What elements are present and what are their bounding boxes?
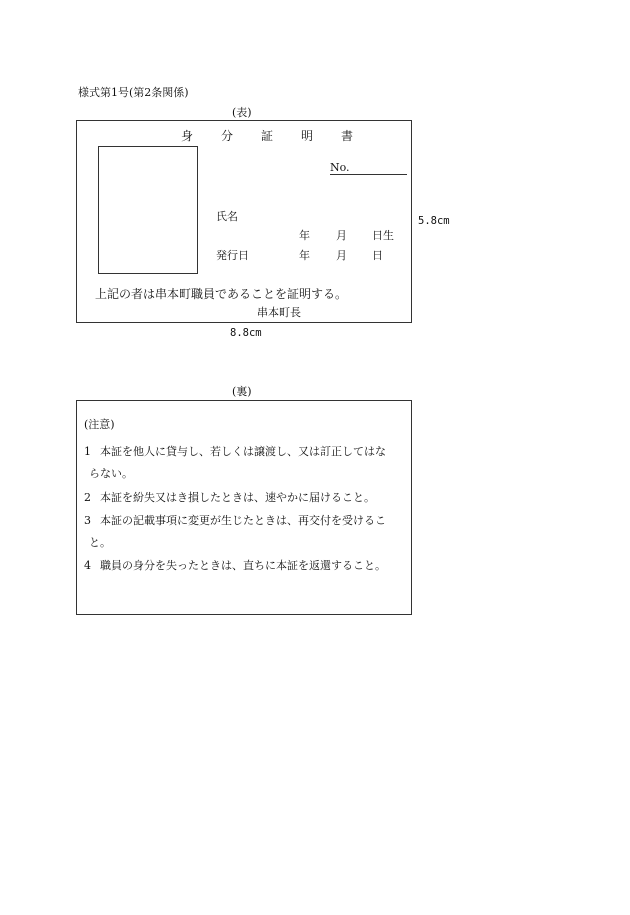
card-title-char: 明 (300, 129, 313, 143)
id-card-back (76, 400, 412, 615)
note-continuation: と。 (89, 536, 111, 549)
note-number: 3 (84, 514, 91, 527)
notes-title: (注意) (84, 418, 115, 431)
birth-month-label: 月 (336, 229, 347, 242)
form-number-label: 様式第1号(第2条関係) (78, 86, 189, 99)
note-text: 本証の記載事項に変更が生じたときは、再交付を受けるこ (100, 514, 386, 527)
note-text: 本証を紛失又はき損したときは、速やかに届けること。 (100, 491, 375, 504)
issue-date-label: 発行日 (216, 249, 249, 262)
note-number: 1 (84, 445, 91, 458)
card-width-dimension: 8.8cm (230, 327, 262, 339)
issuer-mayor: 串本町長 (257, 306, 301, 319)
card-number-label: No. (330, 161, 350, 174)
issue-month-label: 月 (336, 249, 347, 262)
issue-year-label: 年 (299, 249, 310, 262)
note-item (84, 557, 386, 573)
card-title (167, 127, 367, 144)
issue-day-label: 日 (372, 249, 383, 262)
note-number: 4 (84, 559, 91, 572)
card-title-char: 証 (260, 129, 273, 143)
note-item (84, 443, 386, 459)
note-text: 職員の身分を失ったときは、直ちに本証を返還すること。 (100, 559, 386, 572)
note-text: 本証を他人に貸与し、若しくは譲渡し、又は訂正してはな (100, 445, 386, 458)
id-card-front (76, 120, 412, 323)
photo-box (98, 146, 198, 274)
birth-day-label: 日生 (372, 229, 394, 242)
note-item (84, 512, 386, 528)
card-number-underline (330, 174, 407, 175)
card-title-char: 身 (180, 129, 193, 143)
card-title-char: 分 (220, 129, 233, 143)
birth-year-label: 年 (299, 229, 310, 242)
note-continuation: らない。 (89, 467, 133, 480)
certification-statement: 上記の者は串本町職員であることを証明する。 (95, 287, 348, 301)
note-item (84, 489, 375, 505)
note-number: 2 (84, 491, 91, 504)
name-label: 氏名 (216, 210, 238, 223)
card-title-char: 書 (340, 129, 353, 143)
back-side-heading: (裏) (232, 385, 252, 398)
card-height-dimension: 5.8cm (418, 215, 450, 227)
front-side-heading: (表) (232, 106, 252, 119)
